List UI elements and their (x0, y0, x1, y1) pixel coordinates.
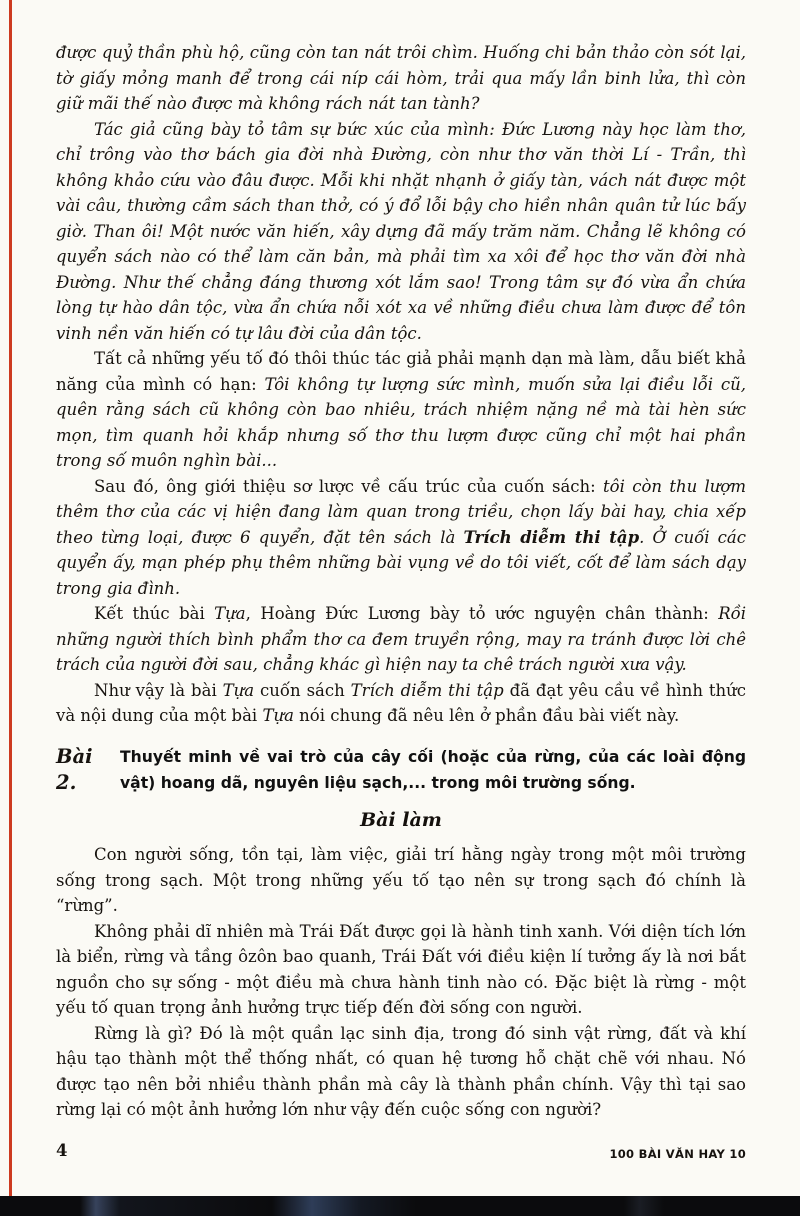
quote-segment: tôi còn thu lượm thêm thơ của các vị hiện đang làm quan trong triều, chọn lấy bài hay, chia xếp theo từng loại, được 6 quyển, đặt tên sách là (56, 476, 747, 547)
term-segment: Tựa (214, 604, 246, 623)
quote-segment: Rồi những người thích bình phẩm thơ ca đem truyền rộng, may ra tránh được lời chê trách của người đời sau, chẳng khác gì hiện nay ta chê trách người xưa vậy. (56, 604, 746, 674)
text-segment: đã đạt yêu cầu về hình thức và nội dung của một bài (56, 680, 746, 725)
bai-lam-heading: Bài làm (360, 808, 442, 831)
paragraph (56, 346, 746, 474)
page-content (56, 40, 746, 1123)
paragraph (56, 601, 746, 678)
essay2-heading (56, 744, 746, 796)
paragraph: Không phải dĩ nhiên mà Trái Đất được gọi là hành tinh xanh. Với diện tích lớn là biển, rừng và tầng ôzôn bao quanh, Trái Đất với điều kiện lí tưởng ấy là nơi bắt nguồn cho sự sống - một điều mà chưa hành tinh nào có. Đặc biệt là rừng - một yếu tố quan trọng ảnh hưởng trực tiếp đến đời sống con người. (56, 921, 746, 1017)
paragraph-continuation: được quỷ thần phù hộ, cũng còn tan nát trôi chìm. Huống chi bản thảo còn sót lại, tờ giấy mỏng manh để trong cái níp cái hòm, trải qua mấy lần binh lửa, thì còn giữ mãi thế nào được mà không rách nát tan tành? (56, 43, 746, 113)
text-segment: cuốn sách (254, 680, 351, 700)
book-name-segment: Trích diễm thi tập (463, 527, 640, 547)
text-segment: Như vậy là bài (94, 680, 223, 700)
term-segment: Tựa (262, 706, 294, 725)
paragraph (56, 678, 746, 729)
paragraph: Con người sống, tồn tại, làm việc, giải trí hằng ngày trong một môi trường sống trong sạch. Một trong những yếu tố tạo nên sự trong sạch đó chính là “rừng”. (56, 845, 746, 915)
term-segment: Tựa (222, 680, 255, 700)
book-name-segment: Trích diễm thi tập (350, 680, 504, 700)
text-segment: nói chung đã nêu lên ở phần đầu bài viết này. (293, 706, 680, 725)
page-number: 4 (56, 1141, 68, 1160)
quote-segment: . Ở cuối các quyển ấy, mạn phép phụ thêm những bài vụng về do tôi viết, cốt để làm sách dạy trong gia đình. (56, 527, 746, 598)
text-segment: Sau đó, ông giới thiệu sơ lược về cấu trúc của cuốn sách: (94, 476, 604, 496)
paragraph: Tác giả cũng bày tỏ tâm sự bức xúc của mình: Đức Lương này học làm thơ, chỉ trông vào thơ bách gia đời nhà Đường, còn như thơ văn thời Lí - Trần, thì không khảo cứu vào đâu được. Mỗi khi nhặt nhạnh ở giấy tàn, vách nát được một vài câu, thường cầm sách than thở, có ý đổ lỗi bậy cho hiền nhân quân tử lúc bấy giờ. Than ôi! Một nước văn hiến, xây dựng đã mấy trăm năm. Chẳng lẽ không có quyển sách nào có thể làm căn bản, mà phải tìm xa xôi để học thơ văn đời nhà Đường. Như thế chẳng đáng thương xót lắm sao! Trong tâm sự đó vừa ẩn chứa lòng tự hào dân tộc, vừa ẩn chứa nỗi xót xa về những điều chưa làm được để tôn vinh nền văn hiến có tự lâu đời của dân tộc. (56, 119, 746, 343)
essay2-title: Thuyết minh về vai trò của cây cối (hoặc của rừng, của các loài động vật) hoang dã, nguyên liệu sạch,... trong môi trường sống. (120, 747, 746, 792)
text-segment: Tất cả những yếu tố đó thôi thúc tác giả phải mạnh dạn mà làm, dẫu biết khả năng của mình có hạn: (56, 349, 746, 394)
quote-segment: Tôi không tự lượng sức mình, muốn sửa lại điều lỗi cũ, quên rằng sách cũ không còn bao nhiêu, trách nhiệm nặng nề mà tài hèn sức mọn, tìm quanh hỏi khắp nhưng số thơ thu lượm được cũng chỉ một hai phần trong số muôn nghìn bài... (56, 374, 746, 470)
book-title: 100 BÀI VĂN HAY 10 (609, 1147, 746, 1161)
paragraph: Rừng là gì? Đó là một quần lạc sinh địa, trong đó sinh vật rừng, đất và khí hậu tạo thành một thể thống nhất, có quan hệ tương hỗ chặt chẽ với nhau. Nó được tạo nên bởi nhiều thành phần mà cây là thành phần chính. Vậy thì tại sao rừng lại có một ảnh hưởng lớn như vậy đến cuộc sống con người? (56, 1023, 746, 1119)
essay-number-label: Bài 2. (56, 744, 93, 794)
text-segment: , Hoàng Đức Lương bày tỏ ước nguyện chân thành: (245, 604, 719, 623)
paragraph (56, 474, 746, 602)
text-segment: Kết thúc bài (94, 604, 215, 623)
scan-edge-artifact (0, 1196, 800, 1216)
red-margin-line (9, 0, 12, 1196)
